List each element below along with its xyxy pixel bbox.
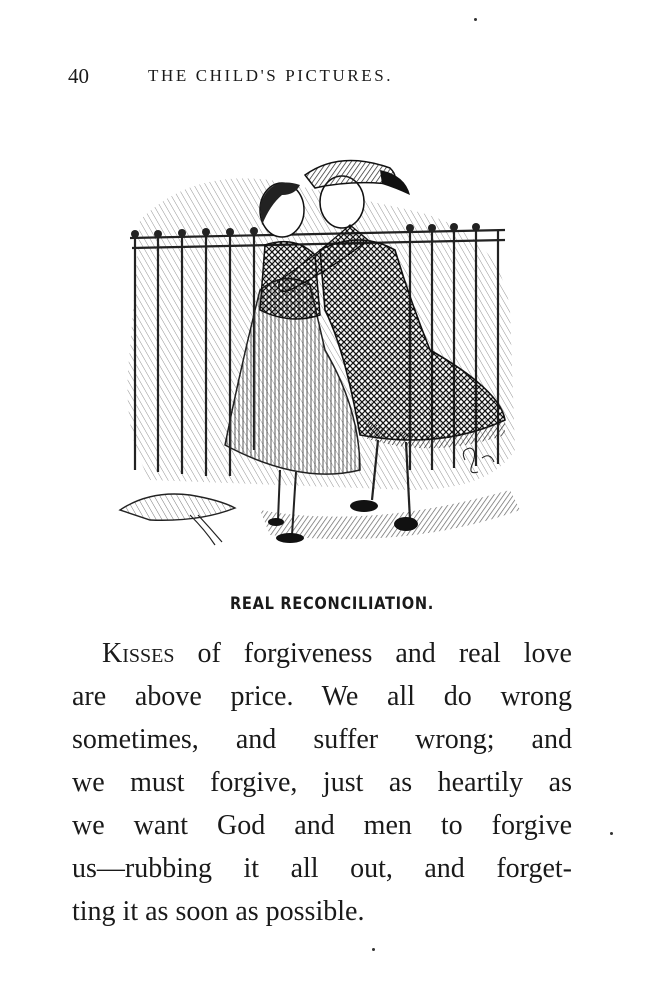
text-line-5: we want God and men to forgive — [72, 810, 572, 841]
text-line-4: we must forgive, just as heartily as — [72, 767, 572, 798]
page-header — [68, 64, 498, 92]
paper-speck — [372, 948, 375, 951]
running-title: THE CHILD'S PICTURES. — [148, 66, 394, 85]
page-number: 40 — [68, 64, 89, 88]
text-line-6: us—rubbing it all out, and forget- — [72, 853, 572, 884]
paper-speck — [610, 832, 613, 835]
first-word: Kisses — [102, 638, 175, 669]
text-line-3: sometimes, and suffer wrong; and — [72, 724, 572, 755]
body-paragraph — [72, 632, 572, 933]
illustration-caption: REAL RECONCILIATION. — [229, 594, 435, 614]
text-line-2: are above price. We all do wrong — [72, 681, 572, 712]
paper-speck — [474, 18, 477, 21]
engraving-two-girls-kissing-icon — [110, 150, 530, 550]
text-line-1: Kisses of forgiveness and real love — [102, 638, 572, 669]
text-line-7: ting it as soon as possible. — [72, 896, 365, 927]
